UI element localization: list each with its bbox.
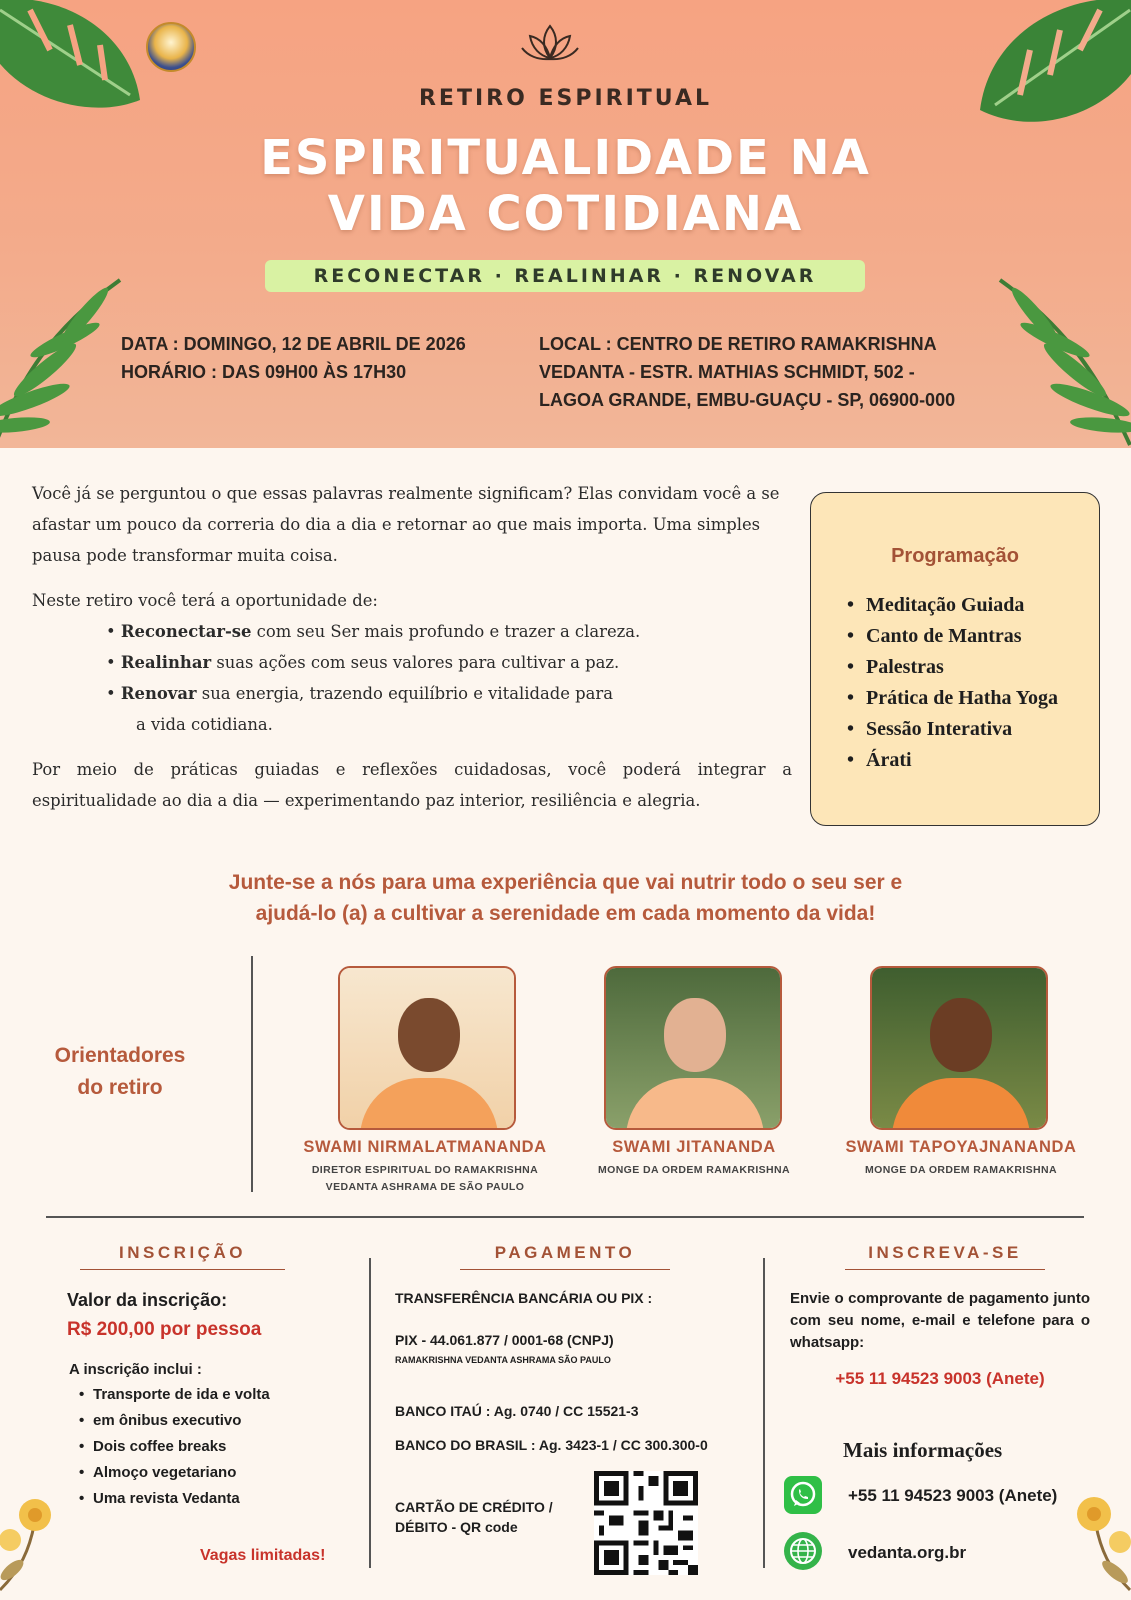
monstera-leaf-icon — [0, 0, 150, 140]
header-banner — [0, 0, 1131, 448]
teacher-role-line: DIRETOR ESPIRITUAL DO RAMAKRISHNA — [311, 1164, 539, 1176]
bullet-text: com seu Ser mais profundo e trazer a clareza. — [251, 622, 641, 641]
flower-decoration-icon — [1050, 1480, 1131, 1600]
palm-leaf-icon — [990, 270, 1131, 448]
programacao-item: • Sessão Interativa — [847, 714, 1099, 745]
cta-line-1: Junte-se a nós para uma experiência que vai nutrir todo o seu ser e — [228, 871, 903, 894]
bullet-bold: Renovar — [120, 684, 197, 703]
divider-vertical — [251, 956, 253, 1192]
date-time-block — [121, 330, 466, 386]
whatsapp-icon[interactable] — [784, 1476, 822, 1514]
inclui-item: • Uma revista Vedanta — [67, 1486, 347, 1512]
pagamento-title: PAGAMENTO — [494, 1243, 636, 1262]
inscricao-column — [67, 1290, 347, 1512]
divider-horizontal — [46, 1216, 1084, 1218]
website-link[interactable]: vedanta.org.br — [848, 1543, 967, 1562]
photo-jitananda — [604, 966, 782, 1130]
cartao-line: CARTÃO DE CRÉDITO / — [395, 1499, 553, 1515]
valor-label: Valor da inscrição: — [67, 1290, 228, 1310]
cartao-info — [395, 1497, 553, 1537]
photo-nirmalatmananda — [338, 966, 516, 1130]
inscrevase-phone[interactable]: +55 11 94523 9003 (Anete) — [835, 1369, 1045, 1388]
programacao-item: • Palestras — [847, 652, 1099, 683]
inclui-item: • Dois coffee breaks — [67, 1434, 347, 1460]
bullet-text: suas ações com seus valores para cultivar a paz. — [211, 653, 620, 672]
itau-info: BANCO ITAÚ : Ag. 0740 / CC 15521-3 — [395, 1403, 639, 1419]
inclui-label: A inscrição inclui : — [69, 1361, 202, 1378]
inclui-item-cont — [67, 1408, 347, 1434]
teacher-role — [280, 1162, 570, 1196]
event-kicker: RETIRO ESPIRITUAL — [418, 86, 712, 111]
programacao-title: Programação — [891, 545, 1019, 567]
inscricao-underline — [80, 1269, 285, 1270]
title-line-2: VIDA COTIDIANA — [327, 186, 804, 242]
inscrevase-underline — [845, 1269, 1045, 1270]
vagas-limitadas: Vagas limitadas! — [200, 1547, 326, 1564]
teacher-name: SWAMI TAPOYAJNANANDA — [845, 1138, 1077, 1156]
title-line-1: ESPIRITUALIDADE NA — [260, 130, 871, 186]
divider-vertical — [369, 1258, 371, 1568]
programacao-item: • Canto de Mantras — [847, 621, 1099, 652]
divider-vertical — [763, 1258, 765, 1568]
bullet-bold: Reconectar-se — [120, 622, 252, 641]
programacao-box — [810, 492, 1100, 826]
intro-paragraph-1: Você já se perguntou o que essas palavras realmente significam? Elas convidam você a se afastar um pouco da correria do dia a dia e retornar ao que mais importa. Uma simples pausa pode transformar muita coisa. — [32, 484, 780, 565]
orientadores-line-1: Orientadores — [54, 1044, 186, 1067]
bullet-text: sua energia, trazendo equilíbrio e vitalidade para — [196, 684, 614, 703]
pagamento-underline — [460, 1269, 670, 1270]
teacher-role-line: VEDANTA ASHRAMA DE SÃO PAULO — [325, 1181, 525, 1193]
inscrevase-instructions: Envie o comprovante de pagamento junto com seu nome, e-mail e telefone para o whatsapp: — [790, 1290, 1090, 1351]
inclui-item-text: em ônibus executivo — [93, 1412, 242, 1429]
programacao-item: • Árati — [847, 745, 1099, 776]
programacao-list — [847, 590, 1099, 776]
location-line-1: LOCAL : CENTRO DE RETIRO RAMAKRISHNA — [539, 334, 937, 354]
flower-decoration-icon — [0, 1480, 70, 1600]
inclui-list — [67, 1382, 347, 1512]
inscrevase-title: INSCREVA-SE — [868, 1243, 1022, 1262]
bullet-reconectar: • Reconectar-se com seu Ser mais profundo e trazer a clareza. — [106, 622, 641, 641]
location-line-3: LAGOA GRANDE, EMBU-GUAÇU - SP, 06900-000 — [539, 390, 956, 410]
teacher-name: SWAMI NIRMALATMANANDA — [303, 1138, 547, 1156]
cta-line-2: ajudá-lo (a) a cultivar a serenidade em cada momento da vida! — [255, 902, 876, 925]
event-time: HORÁRIO : DAS 09H00 ÀS 17H30 — [121, 362, 407, 382]
pix-holder: RAMAKRISHNA VEDANTA ASHRAMA SÃO PAULO — [395, 1355, 611, 1365]
inclui-item: • Almoço vegetariano — [67, 1460, 347, 1486]
intro-text — [32, 478, 792, 830]
globe-icon[interactable] — [784, 1532, 822, 1570]
inscricao-title: INSCRIÇÃO — [119, 1243, 246, 1262]
teacher-role: MONGE DA ORDEM RAMAKRISHNA — [864, 1164, 1057, 1176]
location-line-2: VEDANTA - ESTR. MATHIAS SCHMIDT, 502 - — [539, 362, 915, 382]
programacao-item: • Prática de Hatha Yoga — [847, 683, 1099, 714]
intro-bullets — [106, 616, 792, 740]
lotus-icon — [520, 22, 580, 64]
pix-info: PIX - 44.061.877 / 0001-68 (CNPJ) — [395, 1332, 614, 1348]
intro-lead: Neste retiro você terá a oportunidade de: — [32, 591, 378, 610]
valor-price: R$ 200,00 por pessoa — [67, 1319, 262, 1340]
bullet-bold: Realinhar — [120, 653, 212, 672]
programacao-item: • Meditação Guiada — [847, 590, 1099, 621]
bb-info: BANCO DO BRASIL : Ag. 3423-1 / CC 300.300-0 — [395, 1437, 708, 1453]
intro-paragraph-2: Por meio de práticas guiadas e reflexões cuidadosas, você poderá integrar a espiritualidade ao dia a dia — experimentando paz interior, resiliência e alegria. — [32, 760, 792, 810]
orientadores-line-2: do retiro — [77, 1076, 163, 1099]
inclui-item: • Transporte de ida e volta — [67, 1382, 347, 1408]
bullet-realinhar: • Realinhar suas ações com seus valores para cultivar a paz. — [106, 653, 620, 672]
call-to-action — [0, 867, 1131, 929]
whatsapp-contact[interactable]: +55 11 94523 9003 (Anete) — [848, 1486, 1058, 1505]
ashrama-logo — [146, 22, 196, 72]
teacher-role: MONGE DA ORDEM RAMAKRISHNA — [597, 1164, 790, 1176]
location-block — [539, 330, 955, 414]
orientadores-label — [30, 1040, 210, 1104]
teacher-name: SWAMI JITANANDA — [612, 1138, 776, 1156]
photo-tapoyajnananda — [870, 966, 1048, 1130]
event-title — [0, 130, 1131, 242]
event-date: DATA : DOMINGO, 12 DE ABRIL DE 2026 — [121, 334, 466, 354]
tagline-badge: RECONECTAR · REALINHAR · RENOVAR — [265, 260, 865, 292]
bullet-renovar-cont: a vida cotidiana. — [136, 715, 273, 734]
palm-leaf-icon — [0, 270, 130, 448]
qr-code-icon[interactable] — [594, 1471, 698, 1575]
bullet-renovar: • Renovar sua energia, trazendo equilíbrio e vitalidade para — [106, 684, 614, 703]
transfer-label: TRANSFERÊNCIA BANCÁRIA OU PIX : — [395, 1290, 653, 1306]
mais-informacoes: Mais informações — [843, 1438, 1003, 1462]
cartao-line: DÉBITO - QR code — [395, 1519, 518, 1535]
